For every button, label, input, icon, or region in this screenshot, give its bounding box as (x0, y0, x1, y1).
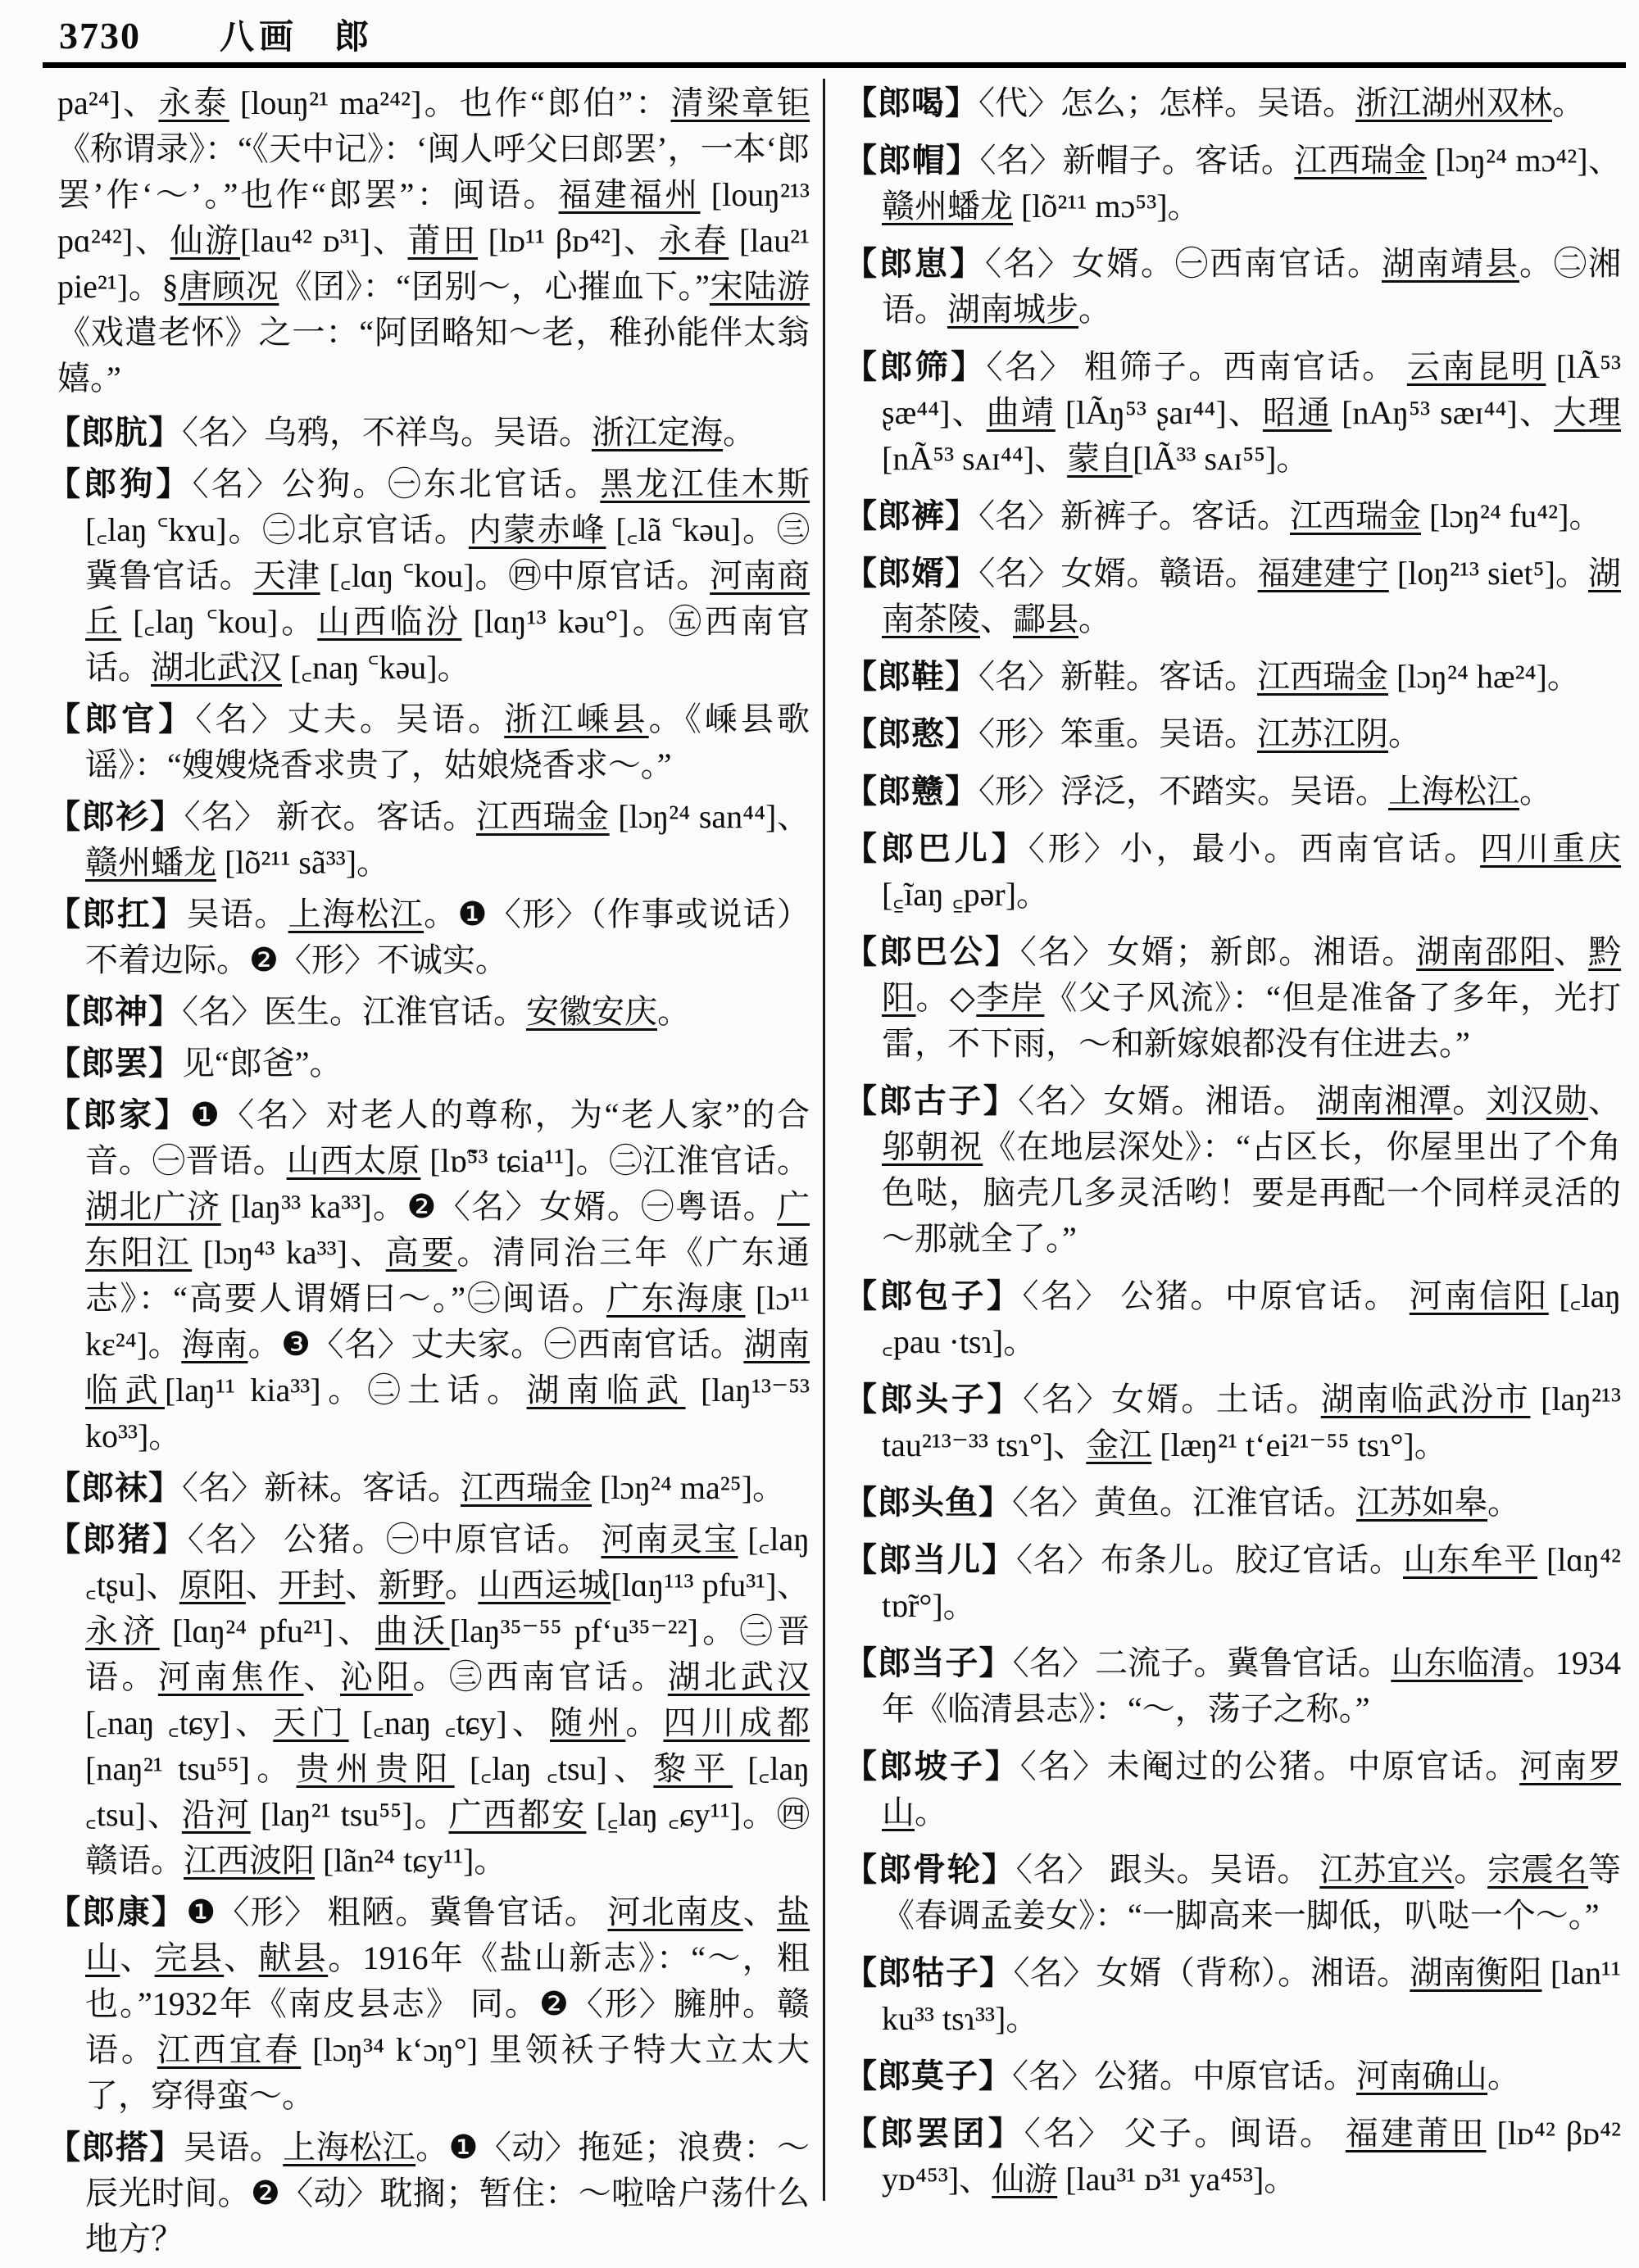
entry-body: 〈名〉 公猪。中原官话。 河南信阳 [꜀laŋ ꜀pau ·tsɿ]。 (882, 1277, 1622, 1360)
dict-entry (844, 1480, 1621, 1526)
proper-name-underline: 献县 (258, 1939, 329, 1976)
entry-headword: 【郎家】 (48, 1096, 190, 1133)
entry-body: 〈名〉未阉过的公猪。中原官话。河南罗山。 (882, 1748, 1622, 1830)
proper-name-underline: 山东临清 (1391, 1644, 1523, 1681)
proper-name-underline: 湖南城步 (947, 291, 1078, 328)
entry-headword: 【郎喝】 (844, 84, 978, 121)
proper-name-underline: 湖南临武 (526, 1372, 686, 1408)
proper-name-underline: 海南 (181, 1326, 248, 1363)
proper-name-underline: 河南灵宝 (601, 1521, 738, 1558)
proper-name-underline: 李岸 (976, 979, 1045, 1016)
entry-headword: 【郎猪】 (48, 1521, 188, 1558)
proper-name-underline: 仙游 (992, 2161, 1058, 2198)
proper-name-underline: 沁阳 (339, 1658, 413, 1695)
entry-headword: 【郎罢】 (48, 1045, 182, 1082)
proper-name-underline: 黔阳 (882, 933, 1622, 1016)
proper-name-underline: 江西瑞金 (1257, 658, 1388, 695)
entry-body: 〈名〉女婿（背称）。湘语。湖南衡阳 [lan¹¹ ku³³ tsɿ³³]。 (882, 1954, 1621, 2037)
dict-entry (844, 929, 1621, 1067)
proper-name-underline: 黎平 (653, 1750, 733, 1787)
proper-name-underline: 河北南皮 (607, 1894, 743, 1930)
entry-continuation (48, 80, 810, 401)
proper-name-underline: 湖南湘潭 (1316, 1082, 1453, 1119)
proper-name-underline: 福建建宁 (1257, 555, 1389, 592)
entry-body: 〈名〉新帽子。客话。江西瑞金 [lɔŋ²⁴ mɔ⁴²]、赣州蟠龙 [lõ²¹¹ mɔ⁵³]。 (882, 142, 1621, 225)
entry-body: 〈名〉女婿。㊀西南官话。湖南靖县。㊁湘语。湖南城步。 (882, 245, 1621, 328)
entry-headword: 【郎康】 (48, 1894, 187, 1930)
proper-name-underline: 贵州贵阳 (296, 1750, 455, 1787)
entry-headword: 【郎憨】 (844, 715, 978, 752)
entry-headword: 【郎衫】 (48, 798, 184, 835)
proper-name-underline: 邬朝祝 (882, 1128, 983, 1165)
proper-name-underline: 蒙自 (1067, 440, 1133, 477)
dict-entry (48, 2125, 810, 2262)
entry-body: 〈名〉公猪。中原官话。河南确山。 (1012, 2057, 1520, 2094)
proper-name-underline: 昭通 (1262, 394, 1333, 431)
dict-entry (48, 410, 810, 456)
proper-name-underline: 黑龙江佳木斯 (600, 465, 810, 502)
dict-entry (844, 80, 1621, 126)
dict-entry (844, 1537, 1621, 1629)
entry-body: 〈形〉小，最小。西南官话。四川重庆 [꜁ĩaŋ ꜁pər]。 (882, 830, 1622, 913)
entry-headword: 【郎筛】 (844, 348, 987, 385)
dict-entry (844, 1847, 1621, 1939)
proper-name-underline: 河南焦作 (157, 1658, 304, 1695)
proper-name-underline: 上海松江 (1388, 773, 1519, 810)
dict-entry (48, 696, 810, 788)
proper-name-underline: 永泰 (158, 84, 229, 121)
entry-body: 〈名〉黄鱼。江淮官话。江苏如皋。 (1012, 1484, 1520, 1521)
entry-headword: 【郎婿】 (844, 555, 979, 592)
proper-name-underline: 曲沃 (375, 1613, 450, 1649)
entry-body: 〈名〉女婿；新郎。湘语。湖南邵阳、黔阳。◇李岸《父子风流》：“但是准备了多年，光打雷，不下雨，～和新嫁娘都没有住进去。” (882, 933, 1622, 1062)
entry-body: pa²⁴]、永泰 [louŋ²¹ ma²⁴²]。也作“郎伯”：清梁章钜《称谓录》：“《天中记》：‘闽人呼父曰郎罢’，一本‘郎罢’作‘～’。”也作“郎罢”：闽语。福建福州 [louŋ²¹³ pɑ²⁴²]、仙游[lau⁴² ᴅ³¹]、莆田 [lᴅ¹¹ βᴅ⁴²]、永春 [lau²¹ pie²¹]。§唐顾况《囝》：“囝别～，心摧血下。”宋陆游《戏遣老怀》之一：“阿囝略知～老，稚孙能伴太翁嬉。” (57, 84, 810, 397)
proper-name-underline: 湖南邵阳 (1416, 933, 1555, 970)
proper-name-underline: 天门 (273, 1704, 349, 1741)
column-divider-rule (823, 79, 825, 2201)
dict-entry (48, 891, 810, 983)
entry-body: 〈名〉 跟头。吴语。 江苏宜兴。宗震名等《春调孟姜女》：“一脚高来一脚低，叭哒一个～。” (882, 1851, 1622, 1934)
page-header (59, 10, 369, 59)
proper-name-underline: 湖北武汉 (667, 1658, 810, 1695)
entry-body: 〈名〉女婿。湘语。 湖南湘潭。刘汉勋、邬朝祝《在地层深处》：“占区长，你屋里出了个角色哒，脑壳几多灵活哟！要是再配一个同样灵活的～那就全了。” (882, 1082, 1622, 1257)
proper-name-underline: 新野 (378, 1567, 445, 1603)
entry-headword: 【郎牯子】 (844, 1954, 1014, 1991)
entry-headword: 【郎骨轮】 (844, 1851, 1016, 1888)
proper-name-underline: 河南确山 (1356, 2057, 1487, 2094)
proper-name-underline: 江苏如皋 (1356, 1484, 1487, 1521)
proper-name-underline: 内蒙赤峰 (468, 511, 606, 548)
proper-name-underline: 刘汉勋 (1486, 1082, 1589, 1119)
proper-name-underline: 江西宜春 (157, 2031, 302, 2068)
proper-name-underline: 江西波阳 (184, 1842, 315, 1879)
entry-body: 〈名〉新袜。客话。江西瑞金 [lɔŋ²⁴ ma²⁵]。 (182, 1469, 786, 1506)
entry-body: 〈名〉布条儿。胶辽官话。山东牟平 [lɑŋ⁴² tɒ̃r°]。 (882, 1541, 1622, 1624)
entry-headword: 【郎官】 (48, 701, 196, 737)
proper-name-underline: 浙江湖州双林 (1355, 84, 1552, 121)
dict-entry (48, 794, 810, 886)
proper-name-underline: 沿河 (181, 1796, 251, 1833)
dict-entry (844, 769, 1621, 814)
dict-entry (844, 551, 1621, 642)
entry-headword: 【郎鞋】 (844, 658, 978, 695)
proper-name-underline: 莆田 (407, 222, 478, 259)
proper-name-underline: 浙江定海 (592, 414, 723, 451)
entry-headword: 【郎搭】 (48, 2129, 184, 2166)
proper-name-underline: 原阳 (179, 1567, 246, 1603)
proper-name-underline: 仙游 (170, 222, 240, 259)
entry-body: 〈形〉浮泛，不踏实。吴语。上海松江。 (978, 773, 1552, 810)
proper-name-underline: 湖北武汉 (151, 649, 282, 686)
entry-body: 〈名〉新鞋。客话。江西瑞金 [lɔŋ²⁴ hæ²⁴]。 (978, 658, 1580, 695)
proper-name-underline: 天津 (252, 557, 320, 594)
entry-headword: 【郎神】 (48, 993, 182, 1030)
proper-name-underline: 云南昆明 (1406, 348, 1546, 385)
entry-headword: 【郎狗】 (48, 465, 193, 502)
entry-headword: 【郎巴公】 (844, 933, 1020, 970)
proper-name-underline: 福建莆田 (1345, 2115, 1487, 2152)
proper-name-underline: 山东牟平 (1402, 1541, 1537, 1578)
entry-body: ❶〈形〉 粗陋。冀鲁官话。 河北南皮、盐山、完县、献县。1916年《盐山新志》：“～，粗也。”1932年《南皮县志》 同。❷〈形〉臃肿。赣语。江西宜春 [lɔŋ³⁴ k‘ɔŋ°] 里领袄子特大立太大了，穿得蛮～。 (85, 1894, 810, 2114)
entry-body: 见“郎爸”。 (182, 1045, 343, 1082)
entry-headword: 【郎头子】 (844, 1381, 1024, 1418)
proper-name-underline: 湖南茶陵 (882, 555, 1621, 637)
header-rule (43, 62, 1626, 68)
proper-name-underline: 湖南衡阳 (1410, 1954, 1542, 1991)
entry-body: 〈名〉丈夫。吴语。浙江嵊县。《嵊县歌谣》：“嫂嫂烧香求贵了，姑娘烧香求～。” (85, 701, 810, 783)
entry-body: 〈代〉怎么；怎样。吴语。浙江湖州双林。 (978, 84, 1585, 121)
entry-headword: 【郎坡子】 (844, 1748, 1020, 1785)
entry-headword: 【郎当子】 (844, 1644, 1013, 1681)
dict-entry (844, 241, 1621, 333)
entry-body: 〈名〉女婿。赣语。福建建宁 [loŋ²¹³ siet⁵]。湖南茶陵、酃县。 (882, 555, 1621, 637)
dict-entry (48, 1465, 810, 1511)
dict-entry (844, 1640, 1621, 1732)
proper-name-underline: 河南信阳 (1409, 1277, 1549, 1314)
dict-entry (844, 826, 1621, 918)
proper-name-underline: 山西运城 (478, 1567, 611, 1603)
entry-headword: 【郎帽】 (844, 142, 980, 179)
entry-body: 〈形〉笨重。吴语。江苏江阴。 (978, 715, 1421, 752)
entry-body: 〈名〉二流子。冀鲁官话。山东临清。1934年《临清县志》：“～，荡子之称。” (882, 1644, 1622, 1727)
proper-name-underline: 江苏江阴 (1257, 715, 1388, 752)
proper-name-underline: 安徽安庆 (526, 993, 657, 1030)
proper-name-underline: 河南罗山 (882, 1748, 1622, 1830)
proper-name-underline: 江西瑞金 (1290, 497, 1421, 534)
entry-body: 〈名〉公狗。㊀东北官话。黑龙江佳木斯 [꜀laŋ ꜂kɤu]。㊁北京官话。内蒙赤峰 [꜀lã ꜂kəu]。㊂冀鲁官话。天津 [꜀lɑŋ ꜂kou]。㊃中原官话。河南商丘 [꜀laŋ ꜂kou]。山西临汾 [lɑŋ¹³ kəu°]。㊄西南官话。湖北武汉 [꜀naŋ ꜂kəu]。 (85, 465, 810, 686)
proper-name-underline: 宋陆游 (709, 268, 810, 305)
proper-name-underline: 湖北广济 (85, 1188, 221, 1225)
dict-entry (844, 344, 1621, 482)
proper-name-underline: 永济 (85, 1613, 160, 1649)
dict-entry (48, 1889, 810, 2119)
entry-headword: 【郎罢囝】 (844, 2115, 1024, 2152)
entry-body: 〈名〉 新衣。客话。江西瑞金 [lɔŋ²⁴ san⁴⁴]、赣州蟠龙 [lõ²¹¹ sã³³]。 (85, 798, 810, 881)
proper-name-underline: 浙江嵊县 (504, 701, 649, 737)
entry-body: 〈名〉乌鸦，不祥鸟。吴语。浙江定海。 (182, 414, 756, 451)
entry-body: 〈名〉 父子。闽语。 福建莆田 [lᴅ⁴² βᴅ⁴² yᴅ⁴⁵³]、仙游 [lau³¹ ᴅ³¹ ya⁴⁵³]。 (882, 2115, 1622, 2198)
entry-body: 〈名〉新裤子。客话。江西瑞金 [lɔŋ²⁴ fu⁴²]。 (978, 497, 1602, 534)
proper-name-underline: 河南商丘 (85, 557, 810, 640)
proper-name-underline: 大理 (1553, 394, 1622, 431)
proper-name-underline: 福建福州 (558, 176, 701, 213)
entry-headword: 【郎古子】 (844, 1082, 1019, 1119)
entry-headword: 【郎戆】 (844, 773, 978, 810)
proper-name-underline: 赣州蟠龙 (882, 188, 1013, 225)
proper-name-underline: 广西都安 (448, 1796, 587, 1833)
dict-entry (48, 1041, 810, 1086)
proper-name-underline: 江西瑞金 (476, 798, 610, 835)
dict-entry (844, 2053, 1621, 2099)
entry-body: 吴语。上海松江。❶〈动〉拖延；浪费：～辰光时间。❷〈动〉耽搁；暂住：～啦啥户荡什么地方？ (85, 2129, 810, 2257)
entry-headword: 【郎扛】 (48, 896, 187, 932)
dict-entry (48, 989, 810, 1035)
dict-entry (844, 138, 1621, 229)
proper-name-underline: 江西瑞金 (1294, 142, 1427, 179)
entry-headword: 【郎巴儿】 (844, 830, 1028, 867)
proper-name-underline: 开封 (279, 1567, 346, 1603)
dict-entry (844, 1078, 1621, 1262)
right-column (844, 80, 1621, 2214)
dict-entry (844, 711, 1621, 757)
entry-headword: 【郎当儿】 (844, 1541, 1016, 1578)
dict-entry (48, 1092, 810, 1459)
proper-name-underline: 盐山 (85, 1894, 810, 1976)
entry-body: 〈名〉 公猪。㊀中原官话。 河南灵宝 [꜀laŋ ꜀tʂu]、原阳、开封、新野。山西运城[lɑŋ¹¹³ pfu³¹]、永济 [lɑŋ²⁴ pfu²¹]、曲沃[laŋ³⁵⁻⁵⁵ pf‘u³⁵⁻²²]。㊁晋语。河南焦作、沁阳。㊂西南官话。湖北武汉 [꜀naŋ ꜀tɕy]、天门 [꜀naŋ ꜀tɕy]、随州。四川成都 [naŋ²¹ tsu⁵⁵]。贵州贵阳 [꜀laŋ ꜀tsu]、黎平 [꜀laŋ ꜀tsu]、沿河 [laŋ²¹ tsu⁵⁵]。广西都安 [꜁laŋ ꜀ɕy¹¹]。㊃赣语。江西波阳 [lãn²⁴ tɕy¹¹]。 (85, 1521, 810, 1879)
proper-name-underline: 山西临汾 (317, 603, 462, 640)
entry-body: 〈名〉 粗筛子。西南官话。 云南昆明 [lÃ⁵³ ʂæ⁴⁴]、曲靖 [lÃŋ⁵³ ʂaɪ⁴⁴]、昭通 [nAŋ⁵³ sæɪ⁴⁴]、大理[nÃ⁵³ sᴀɪ⁴⁴]、蒙自[lÃ³³ sᴀɪ⁵⁵]。 (882, 348, 1622, 477)
proper-name-underline: 曲靖 (986, 394, 1056, 431)
proper-name-underline: 酃县 (1013, 601, 1078, 637)
entry-headword: 【郎包子】 (844, 1277, 1023, 1314)
dict-entry (844, 2111, 1621, 2202)
dict-entry (844, 1950, 1621, 2042)
proper-name-underline: 永春 (658, 222, 729, 259)
proper-name-underline: 随州 (549, 1704, 626, 1741)
proper-name-underline: 唐顾况 (178, 268, 279, 305)
dict-entry (844, 1273, 1621, 1365)
proper-name-underline: 四川成都 (663, 1704, 810, 1741)
proper-name-underline: 四川重庆 (1480, 830, 1622, 867)
dict-entry (48, 461, 810, 691)
entry-body: 〈名〉女婿。土话。湖南临武汾市 [laŋ²¹³ tau²¹³⁻³³ tsɿ°]、金江 [læŋ²¹ t‘ei²¹⁻⁵⁵ tsɿ°]。 (882, 1381, 1622, 1463)
entry-body: ❶〈名〉对老人的尊称，为“老人家”的合音。㊀晋语。山西太原 [lɒ̃⁵³ tɕia¹¹]。㊁江淮官话。湖北广济 [laŋ³³ ka³³]。❷〈名〉女婿。㊀粤语。广东阳江 [lɔŋ⁴³ ka³³]、高要。清同治三年《广东通志》：“高要人谓婿曰～。”㊁闽语。广东海康 [lɔ¹¹ kɛ²⁴]。海南。❸〈名〉丈夫家。㊀西南官话。湖南临武[laŋ¹¹ kia³³]。㊁土话。湖南临武 [laŋ¹³⁻⁵³ ko³³]。 (85, 1096, 810, 1454)
dict-entry (844, 654, 1621, 700)
proper-name-underline: 广东海康 (606, 1280, 746, 1317)
proper-name-underline: 广东阳江 (85, 1188, 810, 1271)
proper-name-underline: 宗震名 (1487, 1851, 1589, 1888)
proper-name-underline: 江苏宜兴 (1319, 1851, 1455, 1888)
proper-name-underline: 清梁章钜 (670, 84, 810, 121)
proper-name-underline: 赣州蟠龙 (85, 844, 216, 881)
proper-name-underline: 完县 (154, 1939, 225, 1976)
proper-name-underline: 江西瑞金 (461, 1469, 592, 1506)
dict-entry (48, 1517, 810, 1884)
dict-entry (844, 1377, 1621, 1468)
proper-name-underline: 上海松江 (288, 896, 425, 932)
proper-name-underline: 湖南临武汾市 (1320, 1381, 1531, 1418)
radical-character: 郎 (334, 19, 370, 57)
stroke-section-label: 八画 (220, 19, 299, 57)
entry-headword: 【郎肮】 (48, 414, 182, 451)
proper-name-underline: 山西太原 (286, 1142, 421, 1179)
proper-name-underline: 湖南靖县 (1382, 245, 1519, 282)
left-column (48, 80, 810, 2268)
entry-body: 〈名〉医生。江淮官话。安徽安庆。 (182, 993, 690, 1030)
entry-body: 吴语。上海松江。❶〈形〉（作事或说话）不着边际。❷〈形〉不诚实。 (85, 896, 810, 978)
dict-entry (844, 493, 1621, 539)
page-number: 3730 (59, 15, 141, 57)
dict-entry (844, 1744, 1621, 1835)
entry-headword: 【郎袜】 (48, 1469, 182, 1506)
proper-name-underline: 上海松江 (283, 2129, 416, 2166)
proper-name-underline: 高要 (385, 1234, 457, 1271)
proper-name-underline: 金江 (1086, 1427, 1152, 1463)
proper-name-underline: 湖南临武 (85, 1326, 810, 1408)
entry-headword: 【郎莫子】 (844, 2057, 1012, 2094)
entry-headword: 【郎崽】 (844, 245, 985, 282)
entry-headword: 【郎头鱼】 (844, 1484, 1012, 1521)
entry-headword: 【郎裤】 (844, 497, 978, 534)
